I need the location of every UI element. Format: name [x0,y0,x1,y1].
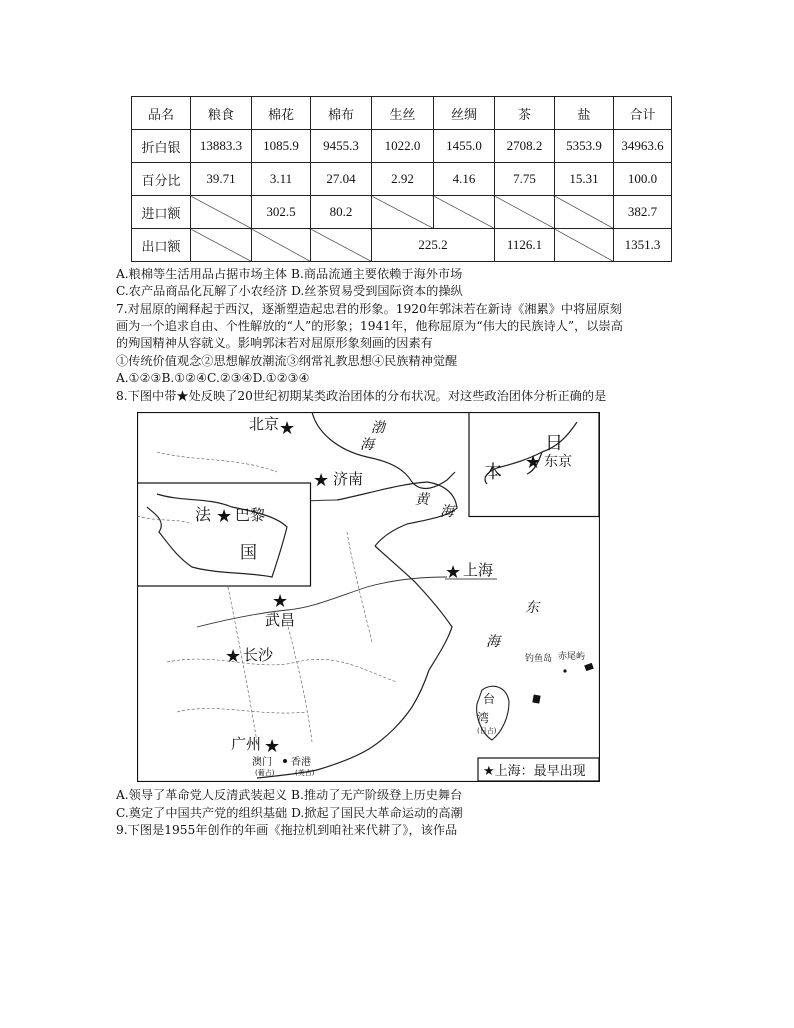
label-france-1: 法 [195,505,212,524]
table-header: 品名 [132,97,191,130]
label-france-2: 国 [240,543,257,563]
table-cell: 2708.2 [495,130,555,163]
label-chiwei: 赤尾屿 [558,652,586,662]
table-header: 粮食 [191,97,252,130]
q7-stem-line3: 的殉国精神从容就义。影响郭沫若对屈原形象刻画的因素有 [116,336,433,350]
q7-factors: ①传统价值观念②思想解放潮流③纲常礼教思想④民族精神觉醒 [116,354,458,368]
table-row [132,130,672,163]
empty-cell [191,196,252,229]
table-cell: 27.04 [311,163,372,196]
table-header: 生丝 [372,97,434,130]
label-tokyo: 东京 [544,454,572,470]
china-map [137,412,600,782]
q8-options-cd: C.奠定了中国共产党的组织基础 D.掀起了国民大革命运动的高潮 [116,806,463,820]
label-taiwan-note: (日占) [477,727,497,735]
table-header: 丝绸 [434,97,495,130]
label-east-2: 海 [486,634,500,650]
label-shanghai: 上海 [463,561,494,579]
label-hongkong: 香港 [291,757,311,768]
table-row [132,196,672,229]
table-cell: 225.2 [372,229,495,262]
legend-text: ★上海：最早出现 [483,764,586,779]
label-bohai-2: 海 [360,437,374,453]
table-cell: 15.31 [555,163,614,196]
row-label: 出口额 [132,229,191,262]
q8-options-ab: A.领导了革命党人反清武装起义 B.推动了无产阶级登上历史舞台 [116,788,463,802]
table-header: 合计 [614,97,672,130]
star-icon: ★ [225,646,242,667]
table-row [132,163,672,196]
table-cell: 3.11 [252,163,311,196]
star-icon: ★ [279,418,296,439]
row-label: 折白银 [132,130,191,163]
label-yellow-2: 海 [440,504,454,520]
label-guangzhou: 广州 [231,735,262,753]
empty-cell [372,196,434,229]
table-cell: 7.75 [495,163,555,196]
table-header: 盐 [555,97,614,130]
label-taiwan-1: 台 [483,692,496,706]
empty-cell [434,196,495,229]
empty-cell [555,196,614,229]
label-japan-1: 日 [545,433,563,454]
table-header: 棉花 [252,97,311,130]
table-cell: 1085.9 [252,130,311,163]
table-header-row [132,97,672,130]
label-changsha: 长沙 [243,646,274,664]
star-icon: ★ [216,506,233,527]
table-cell: 5353.9 [555,130,614,163]
star-icon: ★ [272,591,289,612]
table-cell: 80.2 [311,196,372,229]
star-icon: ★ [313,470,330,491]
table-cell: 1455.0 [434,130,495,163]
table-cell: 1022.0 [372,130,434,163]
empty-cell [252,229,311,262]
label-wuchang: 武昌 [265,611,296,629]
q7-options: A.①②③B.①②④C.②③④D.①②③④ [116,371,310,385]
table-cell: 13883.3 [191,130,252,163]
star-icon: ★ [525,452,542,473]
label-taiwan-2: 湾 [477,711,490,725]
table-cell: 1126.1 [495,229,555,262]
table-cell: 382.7 [614,196,672,229]
empty-cell [191,229,252,262]
table-cell: 302.5 [252,196,311,229]
label-diaoyu: 钓鱼岛 [525,654,553,664]
label-paris: 巴黎 [235,506,266,524]
table-cell: 100.0 [614,163,672,196]
table-cell: 2.92 [372,163,434,196]
label-macau-note: (葡占) [255,769,275,777]
label-hongkong-note: (英占) [295,769,315,777]
label-east-1: 东 [525,600,539,616]
table-cell: 34963.6 [614,130,672,163]
table-row [132,229,672,262]
q6-options-ab: A.粮棉等生活用品占据市场主体 B.商品流通主要依赖于海外市场 [116,267,463,281]
q8-stem: 8.下图中带★处反映了20世纪初期某类政治团体的分布状况。对这些政治团体分析正确的是 [116,389,607,403]
label-jinan: 济南 [333,470,364,488]
empty-cell [555,229,614,262]
label-bohai-1: 渤 [371,420,385,436]
q7-stem-line2: 画为一个追求自由、个性解放的“人”的形象；1941年，他称屈原为“伟大的民族诗人”，以崇高 [116,319,623,333]
q7-stem-line1: 7.对屈原的阐释起于西汉，逐渐塑造起忠君的形象。1920年郭沫若在新诗《湘累》中将屈原刻 [116,302,622,316]
table-header: 棉布 [311,97,372,130]
table-cell: 1351.3 [614,229,672,262]
star-icon: ★ [445,562,462,583]
table-cell: 4.16 [434,163,495,196]
table-cell: 39.71 [191,163,252,196]
empty-cell [495,196,555,229]
table-cell: 9455.3 [311,130,372,163]
q6-options-cd: C.农产品商品化瓦解了小农经济 D.丝茶贸易受到国际资本的操纵 [116,284,463,298]
row-label: 百分比 [132,163,191,196]
q9-stem: 9.下图是1955年创作的年画《拖拉机到咱社来代耕了》，该作品 [116,823,458,837]
trade-table [131,96,672,262]
star-icon: ★ [264,736,281,757]
label-macau: 澳门 [252,757,272,768]
empty-cell [311,229,372,262]
label-yellow-1: 黄 [415,492,429,508]
table-header: 茶 [495,97,555,130]
label-japan-2: 本 [484,462,502,483]
label-beijing: 北京 [249,415,280,433]
row-label: 进口额 [132,196,191,229]
